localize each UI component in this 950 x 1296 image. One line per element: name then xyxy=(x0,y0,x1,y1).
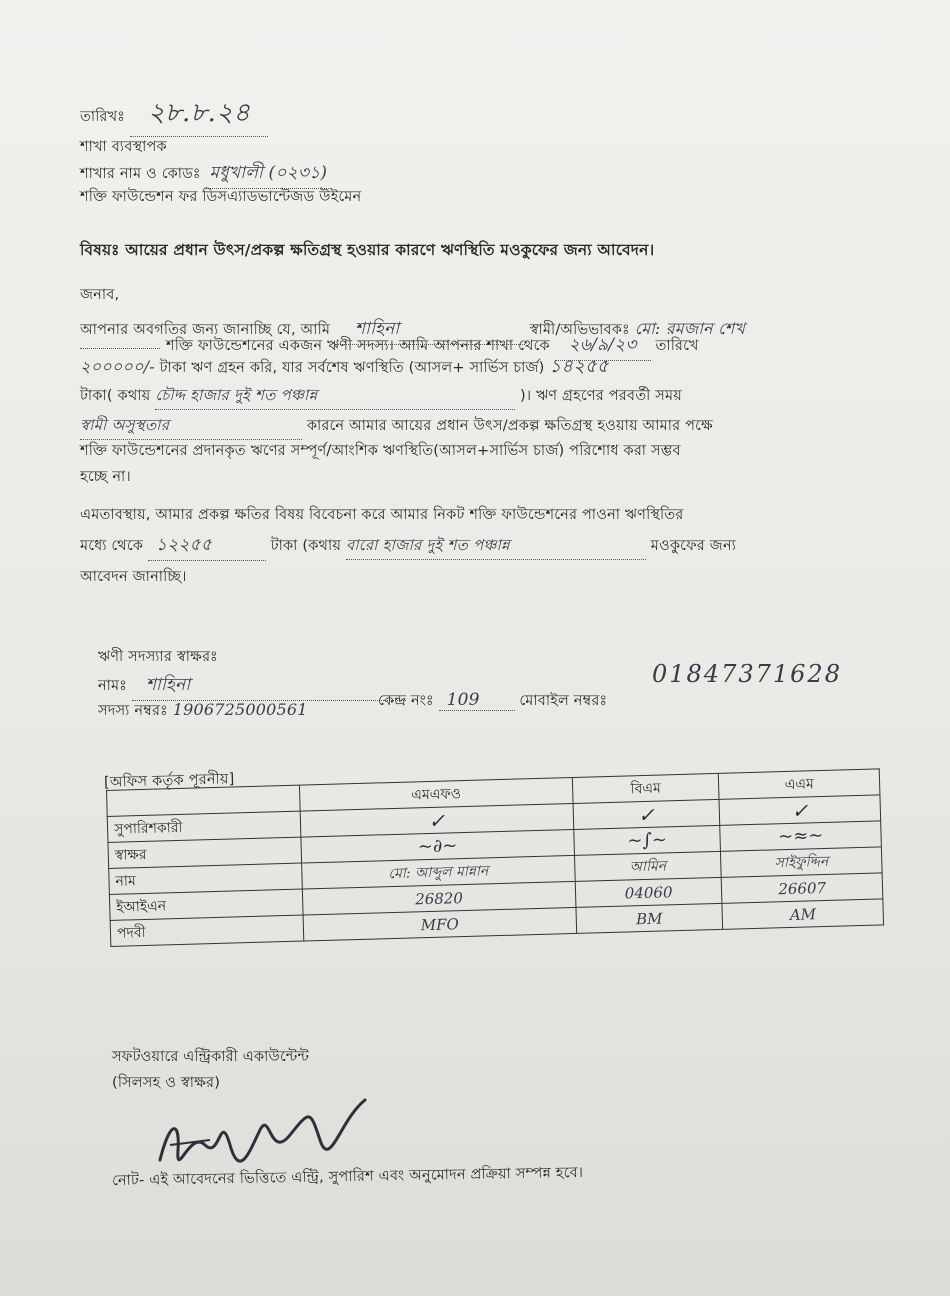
member-sign-label: ঋণী সদস্যার স্বাক্ষরঃ xyxy=(98,649,218,665)
column-header-bm: বিএম xyxy=(572,773,719,803)
member-name-line xyxy=(98,672,406,701)
org-name: শক্তি ফাউন্ডেশন ফর ডিসএ্যাডভান্টেজড উইমেন xyxy=(80,189,362,205)
mobile-value: 01847371628 xyxy=(652,660,842,688)
reason-field: স্বামী অসুস্থতার xyxy=(80,414,302,440)
note: নোট- এই আবেদনের ভিত্তিতে এন্ট্রি, সুপারিশ এবং অনুমোদন প্রক্রিয়া সম্পন্ন হবে। xyxy=(111,1164,584,1190)
table-cell: ✓ xyxy=(719,795,880,825)
table-cell: ✓ xyxy=(300,803,573,837)
body-text: টাকা (কথায় xyxy=(270,538,342,554)
signature-cell: ~∫~ xyxy=(574,825,721,855)
mobile-label: মোবাইল নম্বরঃ xyxy=(519,693,608,709)
body-text: স্বামী/অভিভাবকঃ xyxy=(529,322,630,338)
member-name-label: নামঃ xyxy=(98,678,128,694)
waiver-amount-field: ১২২৫৫ xyxy=(148,532,266,561)
member-id-label: সদস্য নম্বরঃ xyxy=(98,703,168,719)
table-cell: 26607 xyxy=(722,873,883,903)
accountant-title: সফটওয়ারে এন্ট্রিকারী একাউন্টেন্ট xyxy=(112,1049,310,1065)
body-line-3 xyxy=(80,352,609,383)
table-cell: ✓ xyxy=(573,799,720,829)
row-label: পদবী xyxy=(110,915,304,946)
table-cell: আমিন xyxy=(574,851,721,881)
center-line xyxy=(378,690,607,714)
signature-cell: ~≈~ xyxy=(720,821,881,851)
addressee: শাখা ব্যবস্থাপক xyxy=(80,139,167,155)
signature-cell: ~∂~ xyxy=(301,829,574,863)
branch-label: শাখার নাম ও কোডঃ xyxy=(80,166,201,182)
blank-dots xyxy=(80,348,160,349)
body-line-10: আবেদন জানাচ্ছি। xyxy=(80,569,187,585)
body-line-4 xyxy=(80,384,682,410)
member-id-line xyxy=(98,700,308,724)
member-name-field: শাহিনা xyxy=(335,316,525,345)
table-cell: মো: আব্দুল মান্নান xyxy=(302,855,575,889)
body-text: আপনার অবগতির জন্য জানাচ্ছি যে, আমি xyxy=(80,322,331,338)
column-header-am: এএম xyxy=(719,769,880,799)
table-cell: 04060 xyxy=(575,877,722,907)
subject: বিষয়ঃ আয়ের প্রধান উৎস/প্রকল্প ক্ষতিগ্রস্থ হওয়ার কারণে ঋণস্থিতি মওকুফের জন্য আবেদন। xyxy=(80,241,655,259)
table-cell: 26820 xyxy=(302,881,575,915)
body-text: কারনে আমার আয়ের প্রধান উৎস/প্রকল্প ক্ষতিগ্রস্থ হওয়ায় আমার পক্ষে xyxy=(306,418,713,434)
branch-value: মধুখালী (০২৩১) xyxy=(206,160,332,189)
table-cell: MFO xyxy=(303,907,576,941)
table-cell: AM xyxy=(722,899,883,929)
row-label: সুপারিশকারী xyxy=(107,811,301,842)
office-caption: [অফিস কর্তৃক পূরনীয়] xyxy=(103,771,235,791)
body-text: )। ঋণ গ্রহণের পরবর্তী সময় xyxy=(520,388,683,404)
date-value: ২৮.৮.২৪ xyxy=(130,92,268,137)
date-label: তারিখঃ xyxy=(80,109,126,125)
balance-words-field: চৌদ্দ হাজার দুই শত পঞ্চান্ন xyxy=(155,384,515,410)
body-line-6: শক্তি ফাউন্ডেশনের প্রদানকৃত ঋণের সম্পূর্ণ/আংশিক ঋণস্থিতি(আসল+সার্ভিস চার্জ) পরিশোধ করা সম্ভব xyxy=(80,443,681,459)
guardian-name-field: মো: রমজান শেখ xyxy=(634,319,745,338)
body-text: টাকা ঋণ গ্রহন করি, যার সর্বশেষ ঋণস্থিতি (আসল+ সার্ভিস চার্জ) xyxy=(159,360,545,376)
row-label: স্বাক্ষর xyxy=(108,837,302,868)
center-label: কেন্দ্র নংঃ xyxy=(378,693,434,709)
loan-amount-field: ২০০০০০/- xyxy=(80,357,155,376)
date-line xyxy=(80,92,268,137)
body-text: মধ্যে থেকে xyxy=(80,538,144,554)
waiver-words-field: বারো হাজার দুই শত পঞ্চান্ন xyxy=(346,534,646,560)
row-label: নাম xyxy=(109,863,303,894)
body-line-9 xyxy=(80,532,736,561)
table-cell: সাইফুদ্দিন xyxy=(721,847,882,877)
row-label: ইআইএন xyxy=(109,889,303,920)
branch-line xyxy=(80,160,331,189)
body-text: তারিখে xyxy=(655,338,699,354)
accountant-seal-note: (সিলসহ ও স্বাক্ষর) xyxy=(112,1075,221,1091)
body-text: মওকুফের জন্য xyxy=(650,538,737,554)
body-line-8: এমতাবস্থায়, আমার প্রকল্প ক্ষতির বিষয় বিবেচনা করে আমার নিকট শক্তি ফাউন্ডেশনের পাওনা ঋণস্থিতির xyxy=(80,507,684,523)
body-line-7: হচ্ছে না। xyxy=(80,469,131,485)
balance-amount-field: ১৪২৫৫ xyxy=(549,356,609,377)
body-text: টাকা( কথায় xyxy=(80,388,151,404)
member-name-value: শাহিনা xyxy=(132,672,406,701)
table-cell: BM xyxy=(576,903,723,933)
body-text: শক্তি ফাউন্ডেশনের একজন ঋণী সদস্য। আমি আপনার শাখা থেকে xyxy=(166,338,550,354)
body-line-5 xyxy=(80,414,713,440)
member-id-value: 1906725000561 xyxy=(172,700,308,719)
center-value: 109 xyxy=(439,690,515,711)
loan-date-field: ২৬/৯/২৩ xyxy=(555,332,651,361)
column-header-mfo: এমএফও xyxy=(299,777,572,811)
salutation: জনাব, xyxy=(80,287,120,303)
office-table xyxy=(103,768,884,947)
